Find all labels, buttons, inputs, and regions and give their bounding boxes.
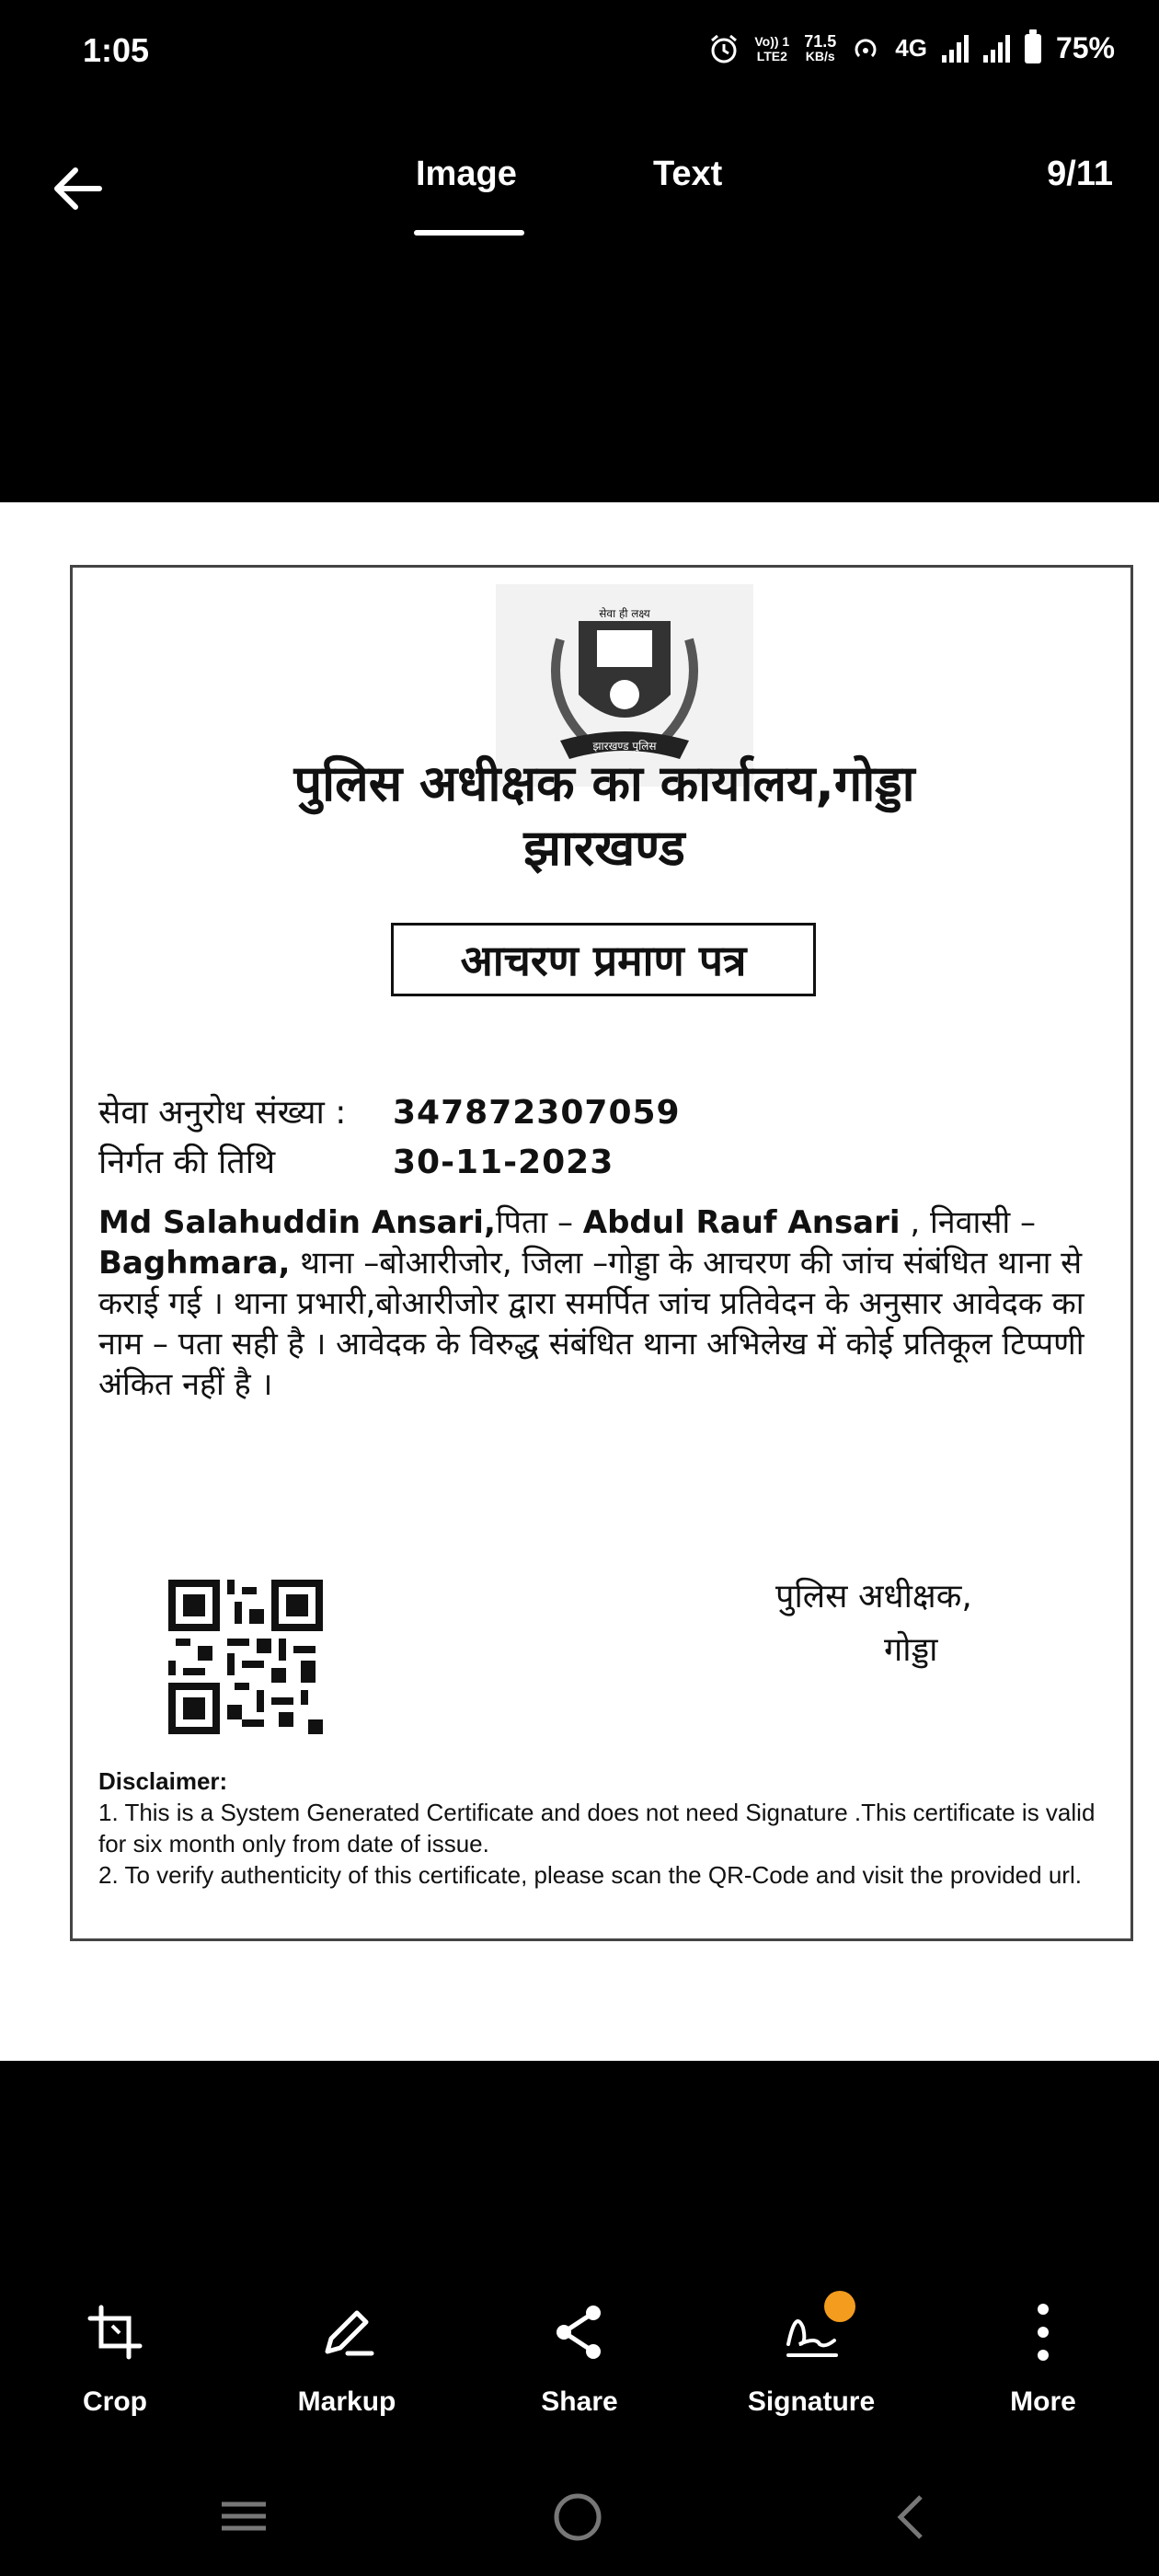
signal-icon: [942, 35, 969, 63]
crop-icon: [83, 2300, 147, 2364]
network-speed: 71.5 KB/s: [804, 31, 837, 63]
signoff: पुलिस अधीक्षक, गोड्डा: [775, 1578, 972, 1669]
signal-icon-2: [983, 35, 1010, 63]
share-button[interactable]: Share: [497, 2300, 662, 2418]
request-number-row: [98, 1088, 681, 1133]
issue-date-label: निर्गत की तिथि: [98, 1144, 276, 1181]
status-icons: [708, 31, 1115, 65]
top-nav: [0, 129, 1159, 248]
document-image[interactable]: [0, 502, 1159, 2061]
system-nav-bar: [0, 2466, 1159, 2576]
back-icon[interactable]: [888, 2491, 934, 2543]
home-icon[interactable]: [552, 2491, 603, 2543]
issue-date: 30-11-2023: [393, 1144, 614, 1181]
hotspot-icon: [851, 34, 880, 63]
share-icon: [547, 2300, 612, 2364]
more-vertical-icon: [1011, 2300, 1075, 2364]
network-type: 4G: [895, 34, 927, 62]
tab-image[interactable]: Image: [416, 155, 517, 193]
issue-date-row: [98, 1138, 614, 1183]
svg-text:झारखण्ड पुलिस: झारखण्ड पुलिस: [592, 740, 657, 753]
qr-code: [168, 1580, 323, 1734]
more-button[interactable]: More: [960, 2300, 1126, 2418]
svg-text:सेवा ही लक्ष्य: सेवा ही लक्ष्य: [599, 607, 650, 620]
signature-button[interactable]: Signature: [729, 2300, 894, 2418]
recents-icon[interactable]: [216, 2493, 271, 2539]
certificate: [70, 565, 1133, 1941]
active-tab-indicator: [414, 230, 524, 236]
certificate-title: आचरण प्रमाण पत्र: [391, 923, 816, 996]
page-indicator: 9/11: [1047, 155, 1113, 193]
certificate-body: Md Salahuddin Ansari,पिता – Abdul Rauf Ansari , निवासी – Baghmara, थाना –बोआरीजोर, जिला –गोड्डा के आचरण की जांच संबंधित थाना से कराई गई । थाना प्रभारी,बोआरीजोर द्वारा समर्पित जांच प्रतिवेदन के अनुसार आवेदक का नाम – पता सही है । आवेदक के विरुद्ध संबंधित थाना अभिलेख में कोई प्रतिकूल टिप्पणी अंकित नहीं है ।: [98, 1204, 1084, 1403]
tab-text[interactable]: Text: [653, 155, 723, 193]
battery-level: 75%: [1055, 31, 1115, 64]
status-bar: [0, 0, 1159, 101]
markup-button[interactable]: Markup: [264, 2300, 430, 2418]
status-time: 1:05: [83, 31, 150, 69]
battery-icon: [1025, 34, 1041, 63]
alarm-icon: [708, 33, 740, 64]
disclaimer: Disclaimer: 1. This is a System Generated Certificate and does not need Signature .This certificate is valid for six month only from date of issue. 2. To verify authenticity of this certificate, please scan the QR-Code and visit the provided url.: [98, 1767, 1096, 1889]
back-arrow-icon[interactable]: [46, 156, 110, 221]
crop-button[interactable]: Crop: [32, 2300, 198, 2418]
office-title: पुलिस अधीक्षक का कार्यालय,गोड्डा झारखण्ड: [293, 754, 915, 877]
premium-crown-icon: [824, 2291, 855, 2322]
request-number: 347872307059: [393, 1094, 681, 1132]
volte-indicator: Vo)) 1 LTE2: [754, 33, 790, 63]
request-number-label: सेवा अनुरोध संख्या :: [98, 1094, 347, 1132]
pen-icon: [315, 2300, 379, 2364]
bottom-toolbar: [0, 2300, 1159, 2456]
